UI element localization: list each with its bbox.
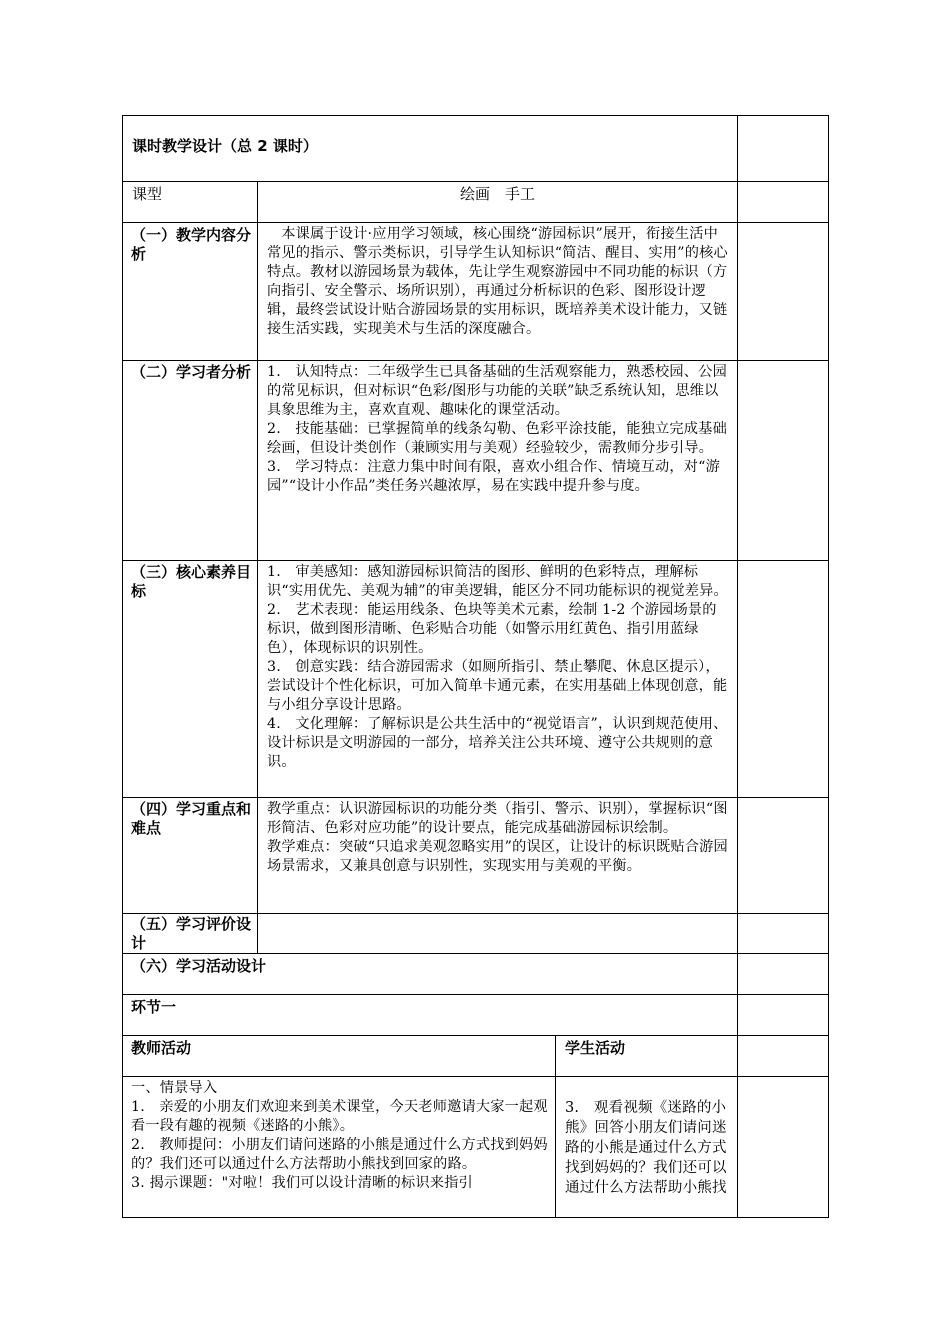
core-literacy-text [267, 563, 731, 796]
teacher-activity-header: 教师活动 [131, 1039, 192, 1057]
list-item: 4. 文化理解：了解标识是公共生活中的“视觉语言”，认识到规范使用、设计标识是文明游园的一部分，培养关注公共环境、遵守公共规则的意识。 [267, 716, 728, 770]
row-divider [122, 360, 829, 361]
row-divider [122, 560, 829, 561]
content-analysis-text: 本课属于设计·应用学习领域，核心围绕“游园标识”展开，衔接生活中常见的指示、警示类标识，引导学生认知标识“简洁、醒目、实用”的核心特点。教材以游园场景为载体，先让学生观察游园中不同功能的标识（方向指引、安全警示、场所识别），再通过分析标识的色彩、图形设计逻辑，最终尝试设计贴合游园场景的实用标识，既培养美术设计能力，又链接生活实践，实现美术与生活的深度融合。 [267, 226, 728, 337]
row-divider [122, 222, 829, 223]
lesson-type-value: 绘画 手工 [459, 185, 535, 203]
row-divider [122, 797, 829, 798]
list-item: 1. 亲爱的小朋友们欢迎来到美术课堂，今天老师邀请大家一起观看一段有趣的视频《迷路的小熊》。 [131, 1099, 548, 1134]
list-item: 1. 审美感知：感知游园标识简洁的图形、鲜明的色彩特点，理解标识“实用优先、美观为辅”的审美逻辑，能区分不同功能标识的视觉差异。 [267, 564, 728, 599]
list-item: 3. 创意实践：结合游园需求（如厕所指引、禁止攀爬、休息区提示），尝试设计个性化标识，可加入简单卡通元素，在实用基础上体现创意，能与小组分享设计思路。 [267, 659, 728, 713]
list-item: 一、情景导入 [131, 1080, 218, 1096]
activities-label: （六）学习活动设计 [131, 957, 267, 975]
content-analysis-label: （一）教学内容分析 [131, 226, 252, 263]
student-activity-header: 学生活动 [565, 1039, 626, 1057]
row-divider [122, 181, 829, 182]
key-points-text [267, 800, 731, 912]
row-divider [122, 1076, 829, 1077]
stage-label: 环节一 [131, 998, 177, 1016]
list-item: 2. 艺术表现：能运用线条、色块等美术元素，绘制 1-2 个游园场景的标识，做到图形清晰、色彩贴合功能（如警示用红黄色、指引用蓝绿色），体现标识的识别性。 [267, 602, 717, 656]
list-item: 教学重点：认识游园标识的功能分类（指引、警示、识别），掌握标识“图形简洁、色彩对应功能”的设计要点，能完成基础游园标识绘制。 [267, 801, 728, 836]
list-item: 1. 认知特点：二年级学生已具备基础的生活观察能力，熟悉校园、公园的常见标识，但对标识“色彩/图形与功能的关联”缺乏系统认知，思维以具象思维为主，喜欢直观、趣味化的课堂活动。 [267, 364, 727, 418]
learner-analysis-text [267, 363, 731, 559]
column-divider-activity [555, 1035, 556, 1218]
core-literacy-label: （三）核心素养目标 [131, 563, 252, 600]
list-item: 3. 揭示课题："对啦！我们可以设计清晰的标识来指引 [131, 1175, 473, 1191]
list-item: 2. 教师提问：小朋友们请问迷路的小熊是通过什么方式找到妈妈的？我们还可以通过什么方法帮助小熊找到回家的路。 [131, 1137, 548, 1172]
teacher-activity-text [131, 1079, 549, 1217]
row-divider [122, 1035, 829, 1036]
column-divider-extra [737, 115, 738, 1218]
evaluation-text [267, 916, 731, 952]
table-border-top [122, 115, 829, 116]
key-points-label: （四）学习重点和难点 [131, 800, 252, 837]
table-border-bottom [122, 1217, 829, 1218]
student-activity-text: 3. 观看视频《迷路的小熊》回答小朋友们请问迷路的小熊是通过什么方式找到妈妈的？我们还可以通过什么方法帮助小熊找 [565, 1100, 727, 1196]
list-item: 3. 学习特点：注意力集中时间有限，喜欢小组合作、情境互动，对“游园”“设计小作品”类任务兴趣浓厚，易在实践中提升参与度。 [267, 459, 721, 494]
learner-analysis-label: （二）学习者分析 [131, 363, 252, 381]
evaluation-label: （五）学习评价设计 [131, 915, 252, 952]
list-item: 2. 技能基础：已掌握简单的线条勾勒、色彩平涂技能，能独立完成基础绘画，但设计类创作（兼顾实用与美观）经验较少，需教师分步引导。 [267, 421, 727, 456]
list-item: 教学难点：突破“只追求美观忽略实用”的误区，让设计的标识既贴合游园场景需求，又兼具创意与识别性，实现实用与美观的平衡。 [267, 839, 728, 874]
table-border-left [122, 115, 123, 1218]
table-border-right [828, 115, 829, 1218]
row-divider [122, 953, 829, 954]
column-divider-label [257, 181, 258, 954]
page-title: 课时教学设计（总 2 课时） [132, 137, 318, 155]
row-divider [122, 994, 829, 995]
row-divider [122, 913, 829, 914]
lesson-type-label: 课型 [132, 185, 163, 203]
